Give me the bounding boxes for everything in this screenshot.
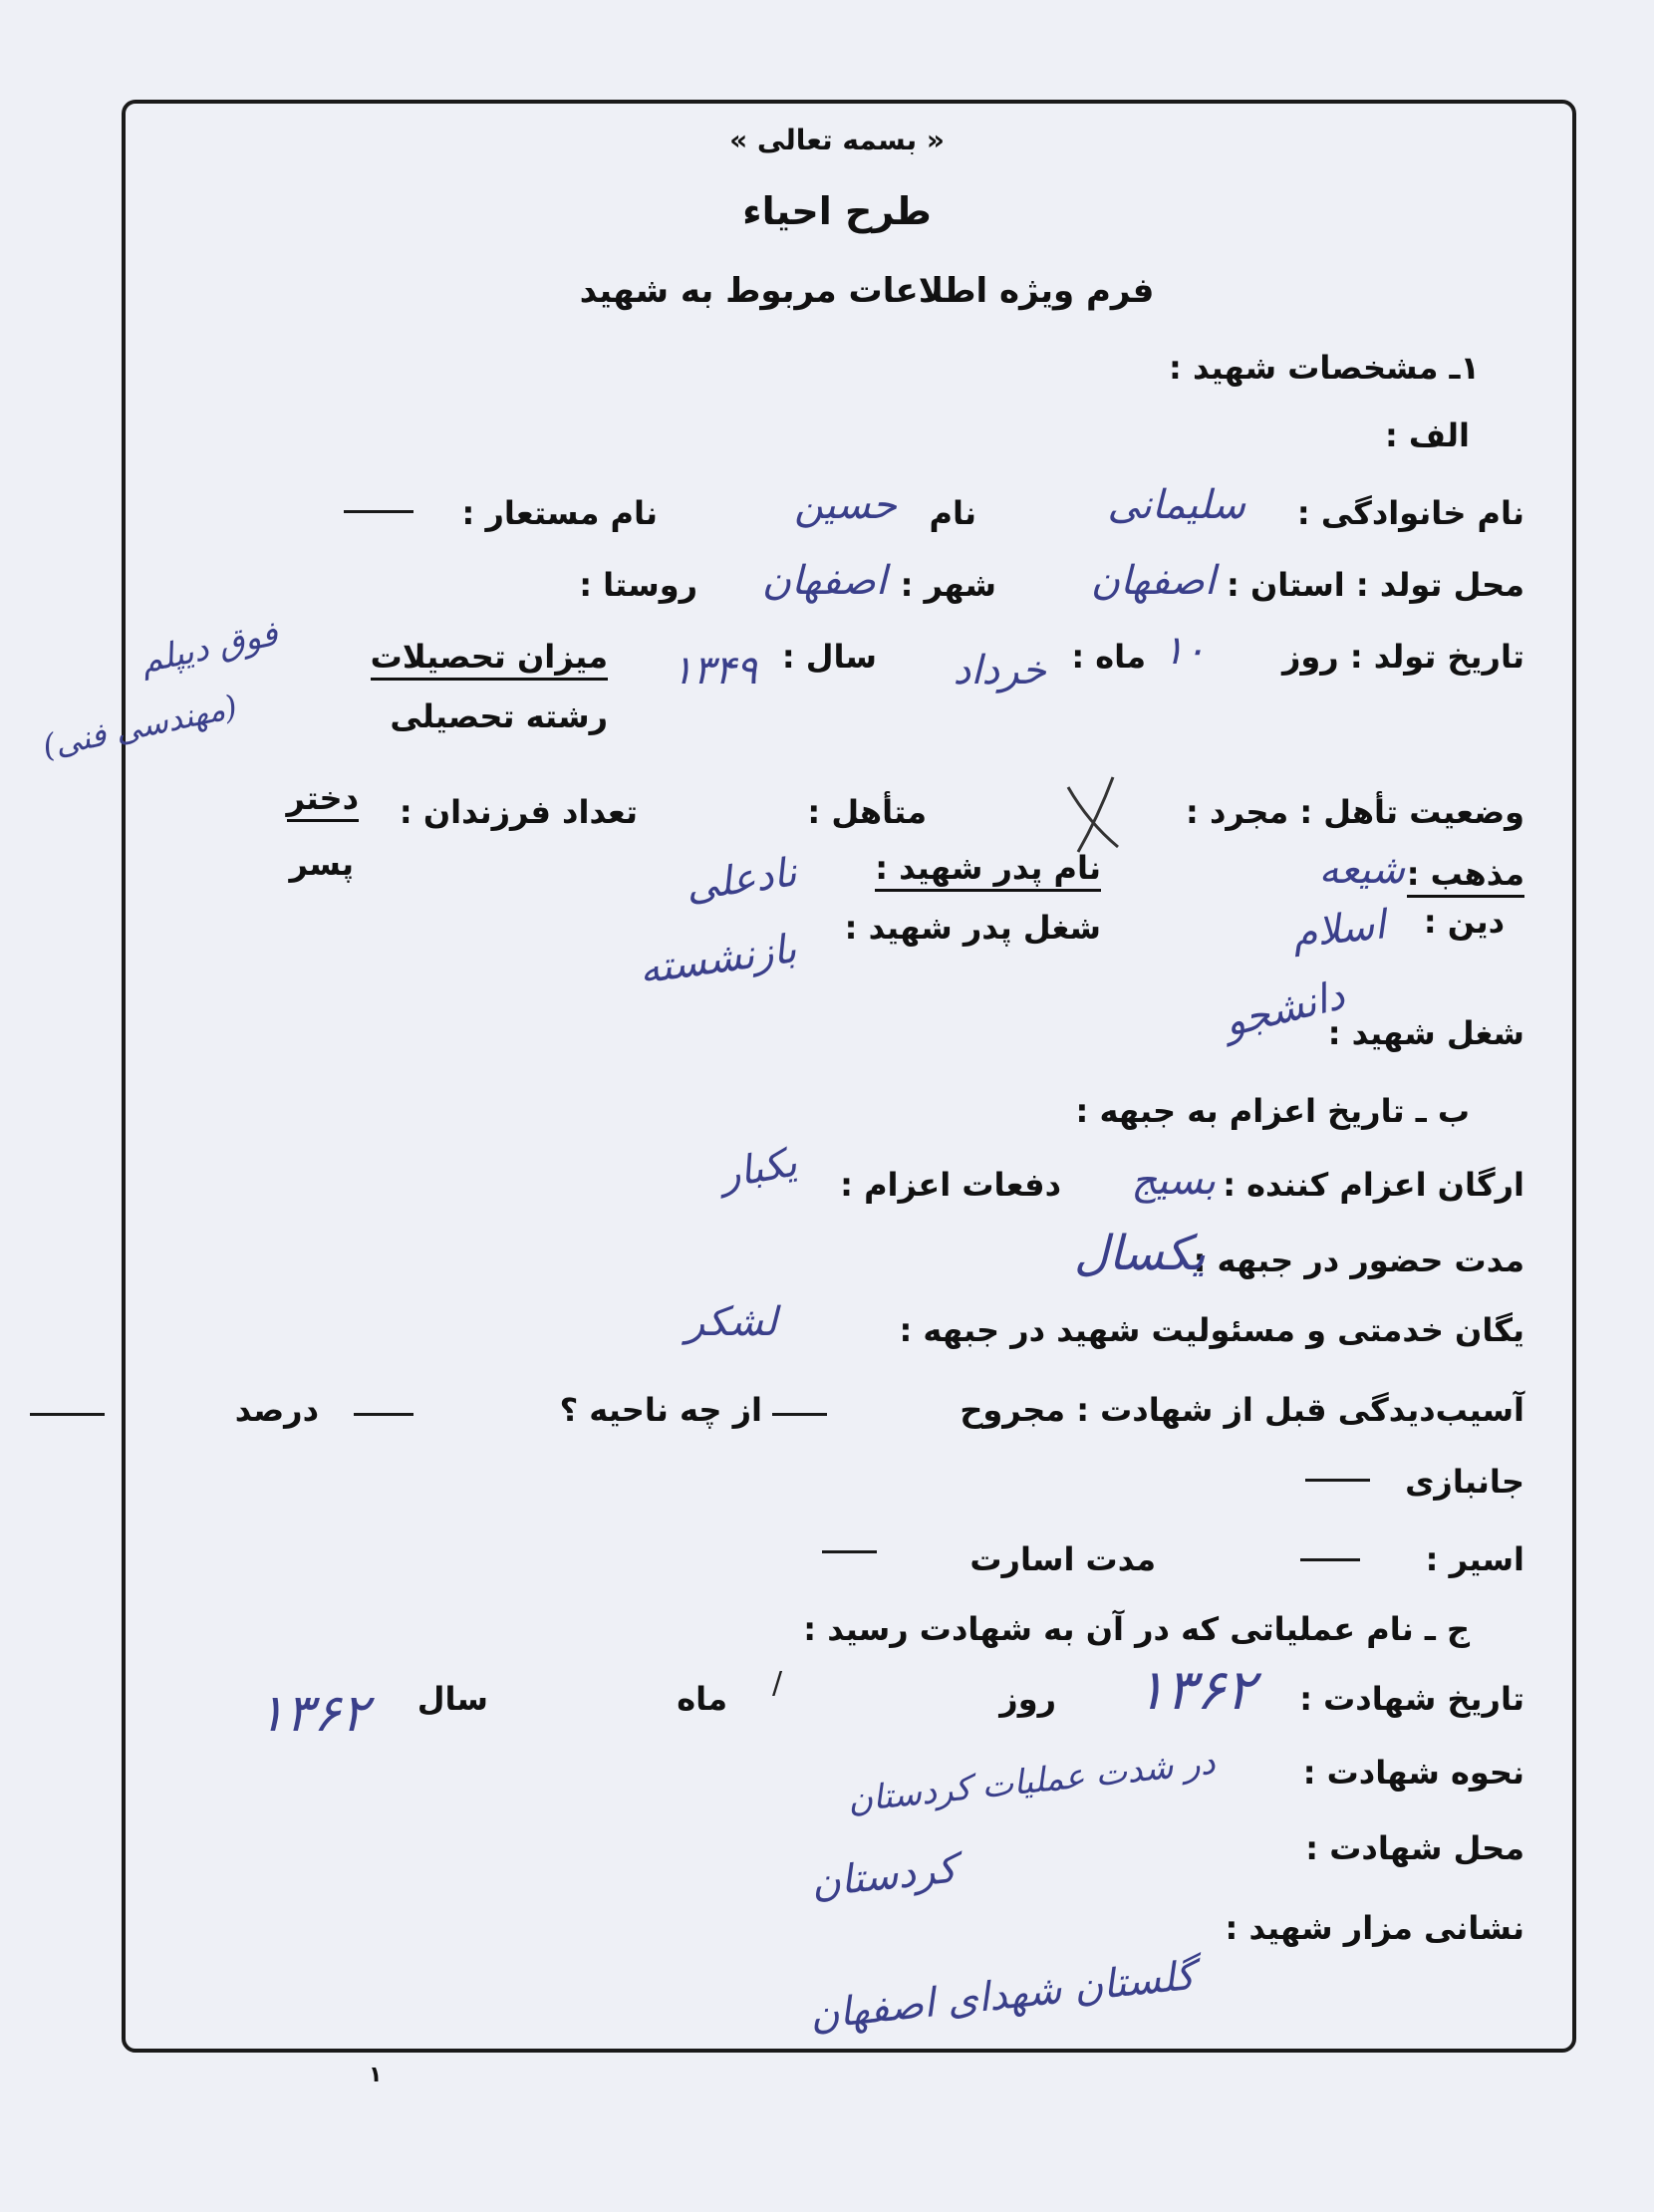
village-label: روستا : [579, 566, 697, 604]
page-number: ۱ [369, 2063, 383, 2087]
front-duration-label: مدت حضور در جبهه : [1193, 1242, 1524, 1279]
martyrdom-day-label: روز [999, 1680, 1056, 1718]
father-job-value: بازنشسته [636, 926, 800, 993]
section-a-label: الف : [1384, 416, 1470, 454]
martyrdom-place-value: کردستان [808, 1845, 960, 1907]
front-duration-value: یکسال [1073, 1226, 1206, 1281]
dispatch-org-value: بسیج [1131, 1158, 1216, 1204]
dispatch-count-label: دفعات اعزام : [840, 1166, 1061, 1204]
percent-blank [30, 1413, 105, 1416]
father-name-value: نادعلی [683, 849, 800, 911]
field-value: (مهندسی فنی) [39, 687, 241, 766]
section-1-title: ۱ـ مشخصات شهید : [1169, 349, 1480, 387]
unit-role-label: یگان خدمتی و مسئولیت شهید در جبهه : [899, 1311, 1524, 1349]
grave-address-value: گلستان شهدای اصفهان [807, 1952, 1198, 2040]
education-value: فوق دیپلم [137, 613, 282, 683]
religion-label: دین : [1423, 903, 1505, 941]
injury-blank [772, 1413, 827, 1416]
name-value: حسین [794, 482, 897, 528]
martyrdom-date-value: ۱۳۶۲ [1135, 1658, 1255, 1723]
percent-label: درصد [234, 1391, 319, 1429]
family-name-label: نام خانوادگی : [1296, 494, 1524, 532]
martyrdom-manner-label: نحوه شهادت : [1302, 1754, 1524, 1792]
family-name-value: سلیمانی [1107, 482, 1245, 528]
birthplace-label: محل تولد : استان : [1227, 566, 1524, 604]
name-label: نام [929, 494, 976, 532]
son-label: پسر [289, 845, 354, 883]
captivity-duration-label: مدت اسارت [969, 1540, 1156, 1578]
dispatch-count-value: یکبار [716, 1139, 801, 1199]
veteran-label: جانبازی [1405, 1463, 1524, 1501]
captive-blank [1300, 1558, 1360, 1561]
religion-value: اسلام [1289, 902, 1388, 958]
martyrdom-date-label: تاریخ شهادت : [1299, 1680, 1524, 1718]
denomination-value: شیعه [1318, 847, 1405, 893]
married-label: متأهل : [807, 793, 927, 831]
injury-label: آسیب‌دیدگی قبل از شهادت : مجروح [960, 1391, 1524, 1429]
form-title: طرح احیاء [742, 189, 932, 233]
martyrdom-month-label: ماه [677, 1680, 727, 1718]
which-area-label: از چه ناحیه ؟ [559, 1391, 762, 1429]
birth-day-value: ۱۰ [1163, 628, 1206, 674]
children-label: تعداد فرزندان : [399, 793, 638, 831]
martyrdom-year-value: ۱۳۶۲ [257, 1684, 369, 1744]
birth-month-label: ماه : [1071, 638, 1146, 676]
section-b-label: ب ـ تاریخ اعزام به جبهه : [1075, 1092, 1470, 1130]
which-area-blank [354, 1413, 414, 1416]
martyr-job-value: دانشجو [1220, 971, 1349, 1047]
city-value: اصفهان [761, 558, 887, 604]
denomination-label: مذهب : [1407, 855, 1524, 898]
veteran-blank [1305, 1479, 1370, 1482]
invocation: « بسمه تعالی » [729, 124, 945, 156]
father-name-label: نام پدر شهید : [875, 849, 1101, 892]
province-value: اصفهان [1090, 558, 1216, 604]
marital-status-label: وضعیت تأهل : مجرد : [1186, 793, 1524, 831]
pseudonym-label: نام مستعار : [461, 494, 658, 532]
martyrdom-year-label: سال [416, 1680, 488, 1718]
martyr-job-label: شغل شهید : [1327, 1014, 1524, 1052]
pseudonym-blank [344, 510, 414, 513]
captive-label: اسیر : [1425, 1540, 1524, 1578]
martyrdom-manner-value: در شدت عملیات کردستان [845, 1742, 1218, 1821]
captivity-duration-blank [822, 1550, 877, 1553]
father-job-label: شغل پدر شهید : [844, 909, 1101, 947]
birth-year-value: ۱۳۴۹ [672, 648, 757, 693]
birth-month-value: خرداد [953, 648, 1046, 693]
slash-mark: / [772, 1666, 783, 1701]
single-check-mark [1058, 767, 1128, 857]
education-level-label: میزان تحصیلات [371, 638, 608, 681]
field-of-study-label: رشته تحصیلی [390, 697, 608, 735]
birth-year-label: سال : [781, 638, 877, 676]
form-subtitle: فرم ویژه اطلاعات مربوط به شهید [579, 271, 1155, 311]
section-c-label: ج ـ نام عملیاتی که در آن به شهادت رسید : [803, 1610, 1470, 1648]
martyrdom-place-label: محل شهادت : [1305, 1829, 1524, 1867]
grave-address-label: نشانی مزار شهید : [1225, 1909, 1524, 1947]
dispatch-org-label: ارگان اعزام کننده : [1223, 1166, 1524, 1204]
birth-date-label: تاریخ تولد : روز [1281, 638, 1524, 676]
daughter-label: دختر [287, 779, 359, 822]
city-label: شهر : [900, 566, 996, 604]
unit-value: لشکر [685, 1299, 777, 1345]
